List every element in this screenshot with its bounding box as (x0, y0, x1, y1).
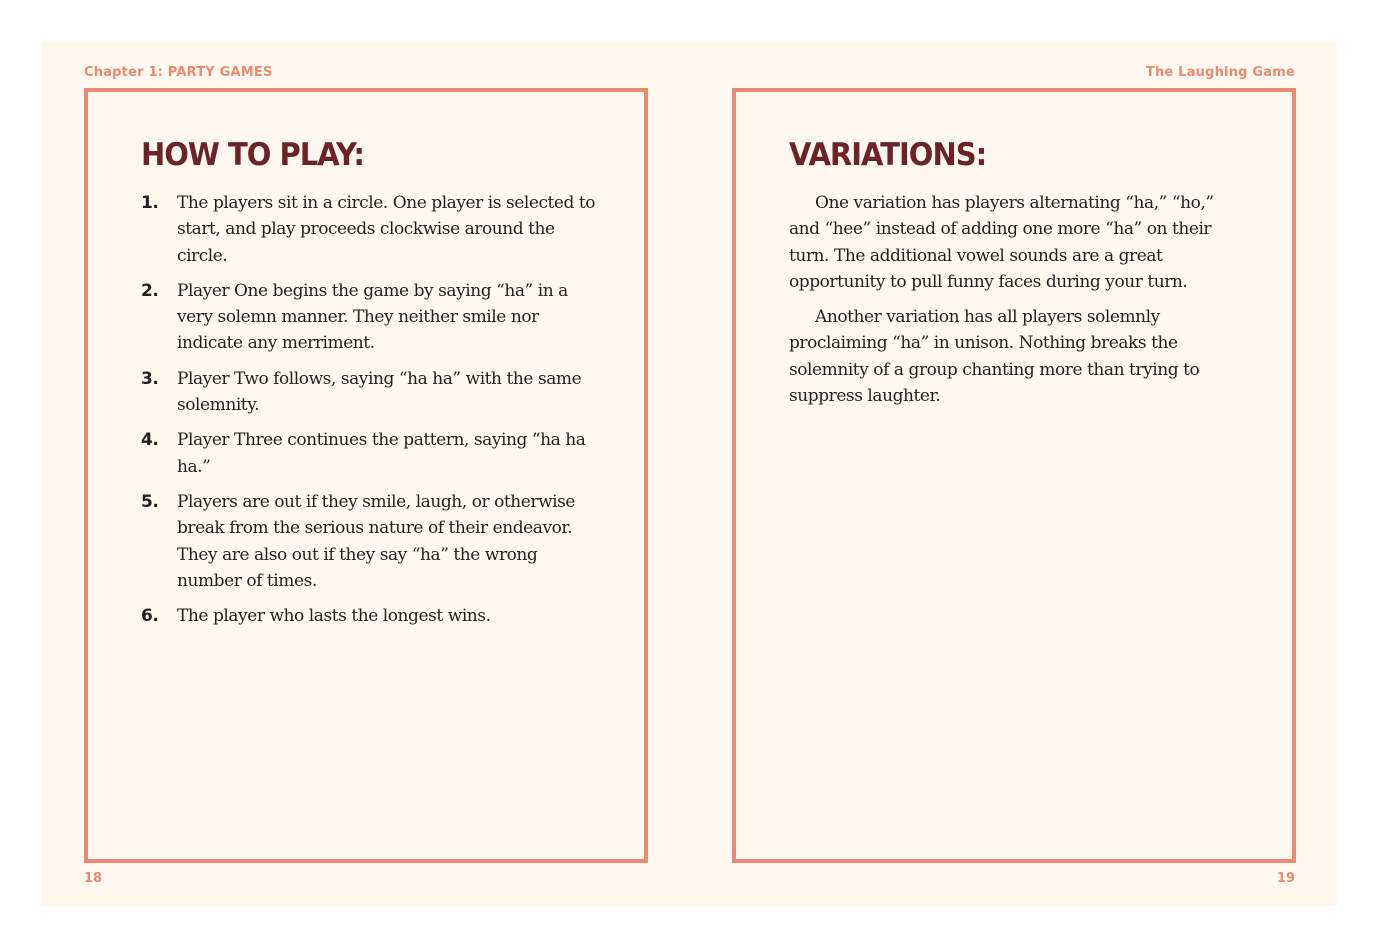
variation-paragraph: Another variation has all players solemnly proclaiming “ha” in unison. Nothing breaks the solemnity of a group chanting more than trying to suppress laughter. (789, 307, 1200, 407)
running-head-title: The Laughing Game (1145, 65, 1295, 80)
step-text: Players are out if they smile, laugh, or otherwise break from the serious nature of their endeavor. They are also out if they say “ha” the wrong number of times. (177, 491, 576, 591)
variations-heading: VARIATIONS: (789, 136, 987, 173)
step-number: 1. (141, 193, 159, 213)
step-number: 3. (141, 368, 159, 389)
step-text: Player Three continues the pattern, saying “ha ha ha.” (177, 430, 586, 477)
step-text: Player One begins the game by saying “ha” in a very solemn manner. They neither smile nor indicate any merriment. (177, 280, 568, 354)
right-page-frame (732, 88, 1296, 863)
step-item (141, 190, 601, 269)
book-spread (41, 42, 1337, 906)
how-to-play-steps (141, 190, 601, 638)
step-number: 2. (141, 280, 159, 301)
variation-paragraph: One variation has players alternating “ha,” “ho,” and “hee” instead of adding one more “ha” on their turn. The additional vowel sounds are a great opportunity to pull funny faces during your turn. (789, 193, 1214, 292)
step-item (141, 489, 601, 594)
step-number: 4. (141, 430, 159, 451)
step-number: 6. (141, 606, 159, 627)
how-to-play-heading: HOW TO PLAY: (141, 136, 365, 173)
variations-body (789, 190, 1249, 418)
step-item (141, 603, 601, 629)
page-number-right: 19 (1276, 871, 1295, 886)
left-page-frame (84, 88, 648, 863)
step-text: The player who lasts the longest wins. (177, 606, 491, 627)
step-text: Player Two follows, saying “ha ha” with the same solemnity. (177, 368, 582, 416)
step-item (141, 278, 601, 357)
step-number: 5. (141, 491, 159, 512)
step-text: The players sit in a circle. One player is selected to start, and play proceeds clockwise around the circle. (177, 193, 596, 266)
running-head-chapter: Chapter 1: PARTY GAMES (84, 65, 273, 80)
step-item (141, 427, 601, 480)
page-number-left: 18 (84, 871, 103, 886)
step-item (141, 366, 601, 419)
